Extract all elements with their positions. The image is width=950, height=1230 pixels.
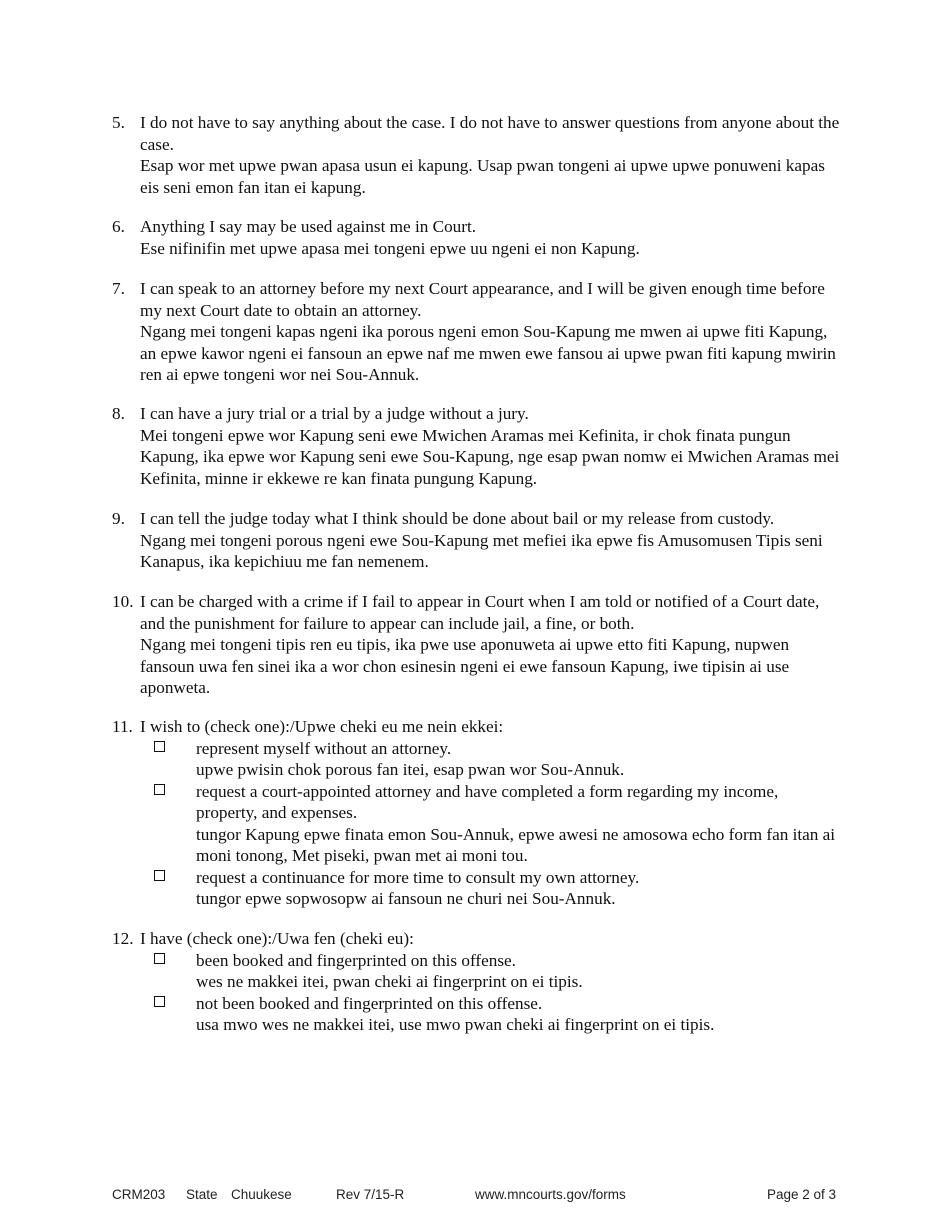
item-english-text: I can speak to an attorney before my next Court appearance, and I will be given enough time before my next Court date to obtain an attorney.	[140, 279, 825, 320]
option-not-booked-and-fingerprinted	[196, 993, 842, 1036]
option-english-text: request a court-appointed attorney and have completed a form regarding my income, property, and expenses.	[196, 781, 779, 822]
option-chuukese-text: wes ne makkei itei, pwan cheki ai fingerprint on ei tipis.	[196, 972, 583, 991]
checkbox[interactable]	[154, 870, 165, 881]
item-english-text: I can tell the judge today what I think should be done about bail or my release from custody.	[140, 509, 775, 528]
option-english-text: been booked and fingerprinted on this offense.	[196, 950, 516, 970]
footer-language: Chuukese	[231, 1187, 292, 1202]
item-number: 12.	[112, 929, 134, 948]
item-chuukese-text: Mei tongeni epwe wor Kapung seni ewe Mwichen Aramas mei Kefinita, ir chok finata pungun Kapung, ika epwe wor Kapung seni ewe Sou-Kapung, nge esap pwan nomw ei Mwichen Aramas mei Kefinita, minne ir ekkewe re kan finata pungung Kapung.	[140, 425, 840, 488]
item-number: 11.	[112, 717, 133, 736]
option-chuukese-text: tungor Kapung epwe finata emon Sou-Annuk, epwe awesi ne amosowa echo form fan itan ai moni tonong, Met piseki, pwan met ai moni tou.	[196, 824, 836, 865]
item-number: 9.	[112, 509, 125, 528]
option-represent-myself	[196, 738, 842, 781]
item-number: 6.	[112, 217, 125, 236]
item-8	[112, 403, 842, 489]
option-english-text: request a continuance for more time to consult my own attorney.	[196, 867, 640, 887]
item-number: 10.	[112, 592, 134, 611]
item-11	[112, 716, 842, 910]
footer-url: www.mncourts.gov/forms	[475, 1187, 626, 1202]
item-7	[112, 278, 842, 386]
item-9	[112, 508, 842, 573]
footer-page-number: Page 2 of 3	[767, 1187, 837, 1202]
option-chuukese-text: tungor epwe sopwosopw ai fansoun ne churi nei Sou-Annuk.	[196, 889, 616, 908]
item-english-text: I can be charged with a crime if I fail to appear in Court when I am told or notified of a Court date, and the punishment for failure to appear can include jail, a fine, or both.	[140, 592, 820, 633]
item-number: 7.	[112, 279, 125, 298]
item-chuukese-text: Ngang mei tongeni kapas ngeni ika porous ngeni emon Sou-Kapung me mwen ai upwe fiti Kapung, an epwe kawor ngeni ei fansoun an epwe naf me mwen ewe fansou ai upwe pwan fiti kapung mwirin ren ai epwe tongeni wor nei Sou-Annuk.	[140, 322, 836, 384]
item-5	[112, 112, 842, 198]
item-chuukese-text: Esap wor met upwe pwan apasa usun ei kapung. Usap pwan tongeni ai upwe upwe ponuweni kapas eis seni emon fan itan ei kapung.	[140, 156, 825, 197]
option-chuukese-text: usa mwo wes ne makkei itei, use mwo pwan cheki ai fingerprint on ei tipis.	[196, 1015, 715, 1034]
item-number: 5.	[112, 113, 125, 132]
option-request-continuance	[196, 867, 842, 910]
item-11-heading: I wish to (check one):/Upwe cheki eu me nein ekkei:	[140, 717, 504, 736]
option-booked-and-fingerprinted	[196, 950, 842, 993]
item-number: 8.	[112, 404, 125, 423]
checkbox[interactable]	[154, 953, 165, 964]
option-english-text: represent myself without an attorney.	[196, 738, 452, 758]
option-request-court-appointed-attorney	[196, 781, 842, 867]
item-chuukese-text: Ngang mei tongeni tipis ren eu tipis, ika pwe use aponuweta ai upwe etto fiti Kapung, nupwen fansoun uwa fen sinei ika a wor chon esinesin ngeni ei ewe fansoun Kapung, iwe tipisin ai use aponweta.	[140, 635, 790, 697]
item-12-heading: I have (check one):/Uwa fen (cheki eu):	[140, 929, 414, 948]
footer-form-number: CRM203	[112, 1187, 166, 1202]
footer-revision: Rev 7/15-R	[336, 1187, 405, 1202]
checkbox[interactable]	[154, 996, 165, 1007]
item-10	[112, 591, 842, 699]
item-chuukese-text: Ese nifinifin met upwe apasa mei tongeni epwe uu ngeni ei non Kapung.	[140, 238, 640, 258]
option-chuukese-text: upwe pwisin chok porous fan itei, esap pwan wor Sou-Annuk.	[196, 760, 625, 779]
checkbox[interactable]	[154, 784, 165, 795]
item-12	[112, 928, 842, 1036]
item-6	[112, 216, 842, 259]
item-english-text: I can have a jury trial or a trial by a judge without a jury.	[140, 404, 529, 423]
item-english-text: I do not have to say anything about the case. I do not have to answer questions from anyone about the case.	[140, 113, 840, 154]
option-english-text: not been booked and fingerprinted on this offense.	[196, 993, 543, 1013]
item-chuukese-text: Ngang mei tongeni porous ngeni ewe Sou-Kapung met mefiei ika epwe fis Amusomusen Tipis seni Kanapus, ika kepichiuu me fan nemenem.	[140, 530, 823, 571]
item-english-text: Anything I say may be used against me in Court.	[140, 217, 477, 236]
checkbox[interactable]	[154, 741, 165, 752]
footer-state: State	[186, 1187, 218, 1202]
